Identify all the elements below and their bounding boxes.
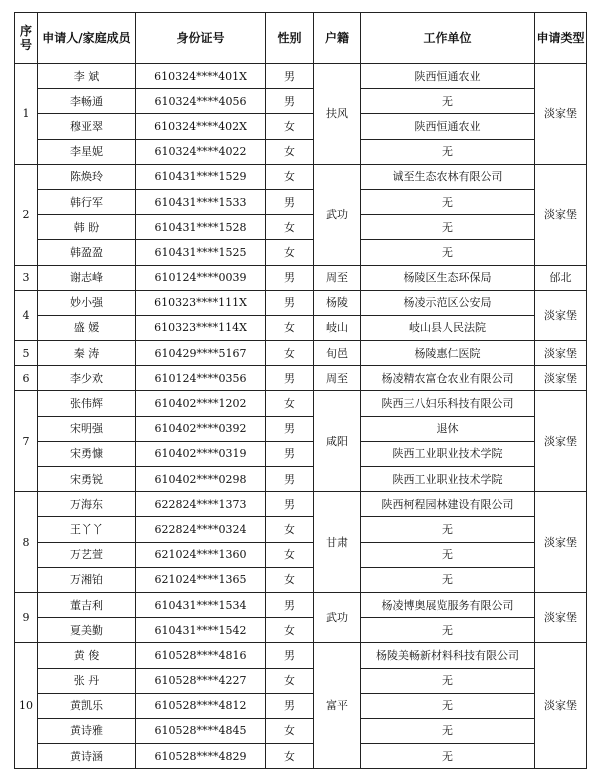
sex-cell: 女 — [266, 718, 314, 743]
registration-cell: 周至 — [314, 366, 361, 391]
id-number-cell: 610431****1542 — [136, 618, 266, 643]
workplace-cell: 无 — [361, 668, 535, 693]
id-number-cell: 610124****0039 — [136, 265, 266, 290]
sex-cell: 女 — [266, 240, 314, 265]
workplace-cell: 杨凌示范区公安局 — [361, 290, 535, 315]
member-name-cell: 万艺萱 — [38, 542, 136, 567]
id-number-cell: 610402****0298 — [136, 467, 266, 492]
table-row — [15, 467, 587, 492]
registration-cell: 甘肃 — [314, 492, 361, 593]
member-name-cell: 韩 盼 — [38, 215, 136, 240]
id-number-cell: 610431****1534 — [136, 592, 266, 617]
sex-cell: 女 — [266, 668, 314, 693]
table-row — [15, 189, 587, 214]
table-row — [15, 240, 587, 265]
id-number-cell: 621024****1360 — [136, 542, 266, 567]
header-id-number: 身份证号 — [136, 13, 266, 64]
id-number-cell: 610324****401X — [136, 64, 266, 89]
workplace-cell: 杨凌博奥展览服务有限公司 — [361, 592, 535, 617]
workplace-cell: 杨凌精农富仓农业有限公司 — [361, 366, 535, 391]
sex-cell: 女 — [266, 567, 314, 592]
member-name-cell: 宋明强 — [38, 416, 136, 441]
group-number-cell: 1 — [15, 64, 38, 165]
table-body — [15, 64, 587, 769]
header-application-type: 申请类型 — [535, 13, 587, 64]
sex-cell: 男 — [266, 89, 314, 114]
workplace-cell: 退休 — [361, 416, 535, 441]
table-row — [15, 718, 587, 743]
header-registration: 户籍 — [314, 13, 361, 64]
registration-cell: 旬邑 — [314, 341, 361, 366]
workplace-cell: 无 — [361, 744, 535, 769]
sex-cell: 男 — [266, 265, 314, 290]
workplace-cell: 陕西三八妇乐科技有限公司 — [361, 391, 535, 416]
sex-cell: 男 — [266, 492, 314, 517]
id-number-cell: 610431****1533 — [136, 189, 266, 214]
workplace-cell: 杨陵美畅新材料科技有限公司 — [361, 643, 535, 668]
registration-cell: 杨陵 — [314, 290, 361, 315]
table-row — [15, 341, 587, 366]
member-name-cell: 宋勇慷 — [38, 441, 136, 466]
id-number-cell: 610431****1525 — [136, 240, 266, 265]
registration-cell: 咸阳 — [314, 391, 361, 492]
group-number-cell: 2 — [15, 164, 38, 265]
id-number-cell: 610402****1202 — [136, 391, 266, 416]
application-type-cell: 淡家堡 — [535, 64, 587, 165]
sex-cell: 女 — [266, 341, 314, 366]
sex-cell: 女 — [266, 139, 314, 164]
member-name-cell: 万湘铂 — [38, 567, 136, 592]
table-row — [15, 567, 587, 592]
workplace-cell: 陕西工业职业技术学院 — [361, 467, 535, 492]
member-name-cell: 黄诗涵 — [38, 744, 136, 769]
member-name-cell: 张伟辉 — [38, 391, 136, 416]
table-row — [15, 391, 587, 416]
member-name-cell: 李少欢 — [38, 366, 136, 391]
registration-cell: 武功 — [314, 592, 361, 642]
table-row — [15, 114, 587, 139]
table-row — [15, 441, 587, 466]
id-number-cell: 621024****1365 — [136, 567, 266, 592]
group-number-cell: 7 — [15, 391, 38, 492]
member-name-cell: 张 丹 — [38, 668, 136, 693]
application-type-cell: 淡家堡 — [535, 391, 587, 492]
table-row — [15, 416, 587, 441]
workplace-cell: 陕西柯程园林建设有限公司 — [361, 492, 535, 517]
workplace-cell: 无 — [361, 215, 535, 240]
table-row — [15, 215, 587, 240]
sex-cell: 女 — [266, 542, 314, 567]
id-number-cell: 610528****4227 — [136, 668, 266, 693]
group-number-cell: 10 — [15, 643, 38, 769]
id-number-cell: 610323****114X — [136, 315, 266, 340]
applicant-table-container — [14, 12, 586, 769]
id-number-cell: 610124****0356 — [136, 366, 266, 391]
member-name-cell: 韩盈盈 — [38, 240, 136, 265]
id-number-cell: 610429****5167 — [136, 341, 266, 366]
sex-cell: 女 — [266, 391, 314, 416]
id-number-cell: 610431****1529 — [136, 164, 266, 189]
workplace-cell: 无 — [361, 567, 535, 592]
table-row — [15, 693, 587, 718]
workplace-cell: 无 — [361, 240, 535, 265]
registration-cell: 武功 — [314, 164, 361, 265]
workplace-cell: 无 — [361, 542, 535, 567]
sex-cell: 女 — [266, 215, 314, 240]
applicant-table — [14, 12, 587, 769]
table-row — [15, 492, 587, 517]
member-name-cell: 夏美勤 — [38, 618, 136, 643]
sex-cell: 男 — [266, 693, 314, 718]
id-number-cell: 610528****4845 — [136, 718, 266, 743]
workplace-cell: 陕西恒通农业 — [361, 64, 535, 89]
workplace-cell: 陕西工业职业技术学院 — [361, 441, 535, 466]
id-number-cell: 622824****1373 — [136, 492, 266, 517]
member-name-cell: 李畅通 — [38, 89, 136, 114]
id-number-cell: 622824****0324 — [136, 517, 266, 542]
group-number-cell: 8 — [15, 492, 38, 593]
workplace-cell: 杨陵区生态环保局 — [361, 265, 535, 290]
table-row — [15, 64, 587, 89]
member-name-cell: 谢志峰 — [38, 265, 136, 290]
workplace-cell: 无 — [361, 189, 535, 214]
sex-cell: 男 — [266, 416, 314, 441]
workplace-cell: 诚至生态农林有限公司 — [361, 164, 535, 189]
group-number-cell: 3 — [15, 265, 38, 290]
member-name-cell: 盛 媛 — [38, 315, 136, 340]
sex-cell: 男 — [266, 366, 314, 391]
table-row — [15, 139, 587, 164]
id-number-cell: 610324****402X — [136, 114, 266, 139]
table-row — [15, 89, 587, 114]
sex-cell: 女 — [266, 315, 314, 340]
registration-cell: 岐山 — [314, 315, 361, 340]
application-type-cell: 淡家堡 — [535, 366, 587, 391]
member-name-cell: 黄凯乐 — [38, 693, 136, 718]
registration-cell: 富平 — [314, 643, 361, 769]
header-workplace: 工作单位 — [361, 13, 535, 64]
id-number-cell: 610528****4812 — [136, 693, 266, 718]
id-number-cell: 610402****0392 — [136, 416, 266, 441]
sex-cell: 男 — [266, 64, 314, 89]
id-number-cell: 610402****0319 — [136, 441, 266, 466]
application-type-cell: 淡家堡 — [535, 290, 587, 340]
sex-cell: 女 — [266, 618, 314, 643]
sex-cell: 女 — [266, 114, 314, 139]
sex-cell: 男 — [266, 467, 314, 492]
workplace-cell: 无 — [361, 718, 535, 743]
workplace-cell: 无 — [361, 618, 535, 643]
table-row — [15, 744, 587, 769]
member-name-cell: 董吉利 — [38, 592, 136, 617]
workplace-cell: 无 — [361, 89, 535, 114]
application-type-cell: 淡家堡 — [535, 592, 587, 642]
application-type-cell: 淡家堡 — [535, 643, 587, 769]
workplace-cell: 陕西恒通农业 — [361, 114, 535, 139]
member-name-cell: 穆亚翠 — [38, 114, 136, 139]
id-number-cell: 610323****111X — [136, 290, 266, 315]
sex-cell: 男 — [266, 441, 314, 466]
header-sex: 性别 — [266, 13, 314, 64]
group-number-cell: 4 — [15, 290, 38, 340]
member-name-cell: 黄诗雅 — [38, 718, 136, 743]
table-row — [15, 164, 587, 189]
member-name-cell: 李星妮 — [38, 139, 136, 164]
sex-cell: 男 — [266, 592, 314, 617]
sex-cell: 男 — [266, 643, 314, 668]
table-row — [15, 643, 587, 668]
id-number-cell: 610324****4022 — [136, 139, 266, 164]
workplace-cell: 无 — [361, 693, 535, 718]
member-name-cell: 陈焕玲 — [38, 164, 136, 189]
table-row — [15, 668, 587, 693]
table-header-row — [15, 13, 587, 64]
sex-cell: 男 — [266, 189, 314, 214]
table-row — [15, 366, 587, 391]
sex-cell: 女 — [266, 744, 314, 769]
workplace-cell: 岐山县人民法院 — [361, 315, 535, 340]
member-name-cell: 黄 俊 — [38, 643, 136, 668]
application-type-cell: 邰北 — [535, 265, 587, 290]
id-number-cell: 610528****4816 — [136, 643, 266, 668]
member-name-cell: 李 斌 — [38, 64, 136, 89]
table-row — [15, 542, 587, 567]
table-row — [15, 265, 587, 290]
registration-cell: 扶风 — [314, 64, 361, 165]
member-name-cell: 秦 涛 — [38, 341, 136, 366]
application-type-cell: 淡家堡 — [535, 164, 587, 265]
workplace-cell: 无 — [361, 139, 535, 164]
table-row — [15, 517, 587, 542]
id-number-cell: 610431****1528 — [136, 215, 266, 240]
table-row — [15, 592, 587, 617]
id-number-cell: 610324****4056 — [136, 89, 266, 114]
member-name-cell: 万海东 — [38, 492, 136, 517]
group-number-cell: 6 — [15, 366, 38, 391]
header-no: 序号 — [15, 13, 38, 64]
workplace-cell: 杨陵惠仁医院 — [361, 341, 535, 366]
header-applicant: 申请人/家庭成员 — [38, 13, 136, 64]
member-name-cell: 韩行军 — [38, 189, 136, 214]
table-row — [15, 290, 587, 315]
workplace-cell: 无 — [361, 517, 535, 542]
sex-cell: 女 — [266, 517, 314, 542]
application-type-cell: 淡家堡 — [535, 341, 587, 366]
table-row — [15, 618, 587, 643]
member-name-cell: 宋勇锐 — [38, 467, 136, 492]
member-name-cell: 妙小强 — [38, 290, 136, 315]
sex-cell: 男 — [266, 290, 314, 315]
table-row — [15, 315, 587, 340]
sex-cell: 女 — [266, 164, 314, 189]
member-name-cell: 王丫丫 — [38, 517, 136, 542]
group-number-cell: 5 — [15, 341, 38, 366]
registration-cell: 周至 — [314, 265, 361, 290]
group-number-cell: 9 — [15, 592, 38, 642]
id-number-cell: 610528****4829 — [136, 744, 266, 769]
application-type-cell: 淡家堡 — [535, 492, 587, 593]
